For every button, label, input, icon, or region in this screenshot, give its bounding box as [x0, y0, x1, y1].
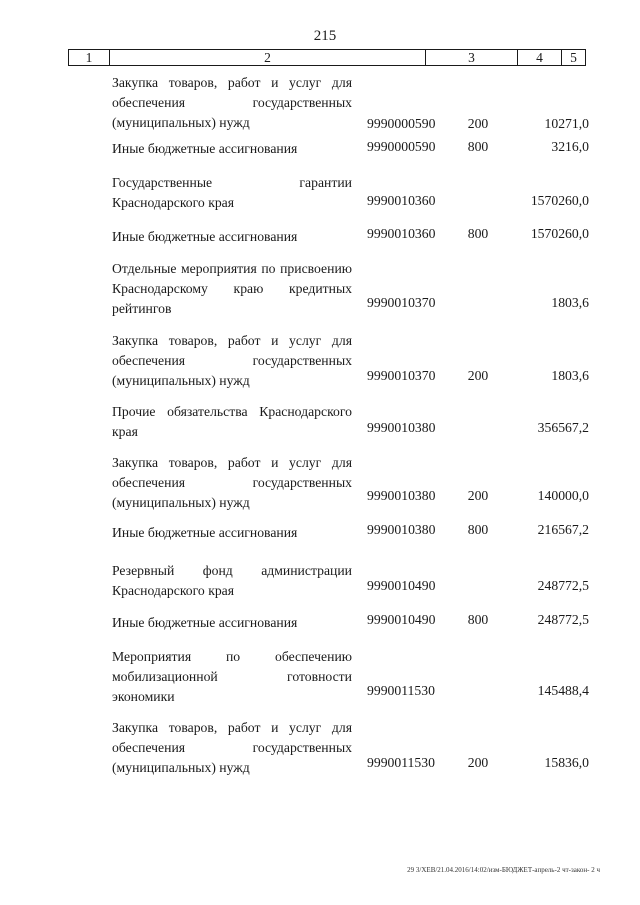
- row-amount: 248772,5: [537, 578, 589, 593]
- row-name: Отдельные мероприятия по присвоению Краснодарскому краю кредитных рейтингов: [112, 261, 352, 316]
- row-amount: 140000,0: [537, 488, 589, 503]
- row-code: 9990010360: [367, 226, 436, 241]
- row-amount: 1570260,0: [530, 226, 589, 241]
- row-name: Прочие обязательства Краснодарского края: [112, 404, 352, 439]
- row-code: 9990000590: [367, 116, 436, 131]
- row-amount: 3216,0: [551, 139, 589, 154]
- row-type: 800: [467, 139, 489, 154]
- row-code: 9990010370: [367, 368, 436, 383]
- row-code: 9990010370: [367, 295, 436, 310]
- row-type: 800: [467, 612, 489, 627]
- row-type: 200: [467, 116, 489, 131]
- row-code: 9990010490: [367, 578, 436, 593]
- row-amount: 15836,0: [544, 755, 589, 770]
- row-name: Закупка товаров, работ и услуг для обеспечения государственных (муниципальных) нужд: [112, 333, 352, 388]
- row-name: Иные бюджетные ассигнования: [112, 615, 298, 630]
- row-code: 9990010360: [367, 193, 436, 208]
- row-code: 9990011530: [367, 683, 435, 698]
- row-type: 800: [467, 522, 489, 537]
- header-col-3: 3: [425, 50, 517, 65]
- row-name: Резервный фонд администрации Краснодарского края: [112, 563, 352, 598]
- row-amount: 1570260,0: [530, 193, 589, 208]
- header-col-1: 1: [85, 50, 93, 65]
- row-name: Иные бюджетные ассигнования: [112, 229, 298, 244]
- header-col-2: 2: [109, 50, 425, 65]
- row-code: 9990011530: [367, 755, 435, 770]
- header-col-4: 4: [517, 50, 561, 65]
- row-type: 200: [467, 755, 489, 770]
- row-code: 9990010380: [367, 420, 436, 435]
- row-code: 9990000590: [367, 139, 436, 154]
- row-code: 9990010380: [367, 488, 436, 503]
- row-amount: 145488,4: [537, 683, 589, 698]
- row-name: Закупка товаров, работ и услуг для обеспечения государственных (муниципальных) нужд: [112, 455, 352, 510]
- row-name: Закупка товаров, работ и услуг для обеспечения государственных (муниципальных) нужд: [112, 75, 352, 130]
- row-type: 200: [467, 488, 489, 503]
- row-amount: 1803,6: [551, 368, 589, 383]
- row-name: Иные бюджетные ассигнования: [112, 525, 298, 540]
- page-number: 215: [313, 28, 337, 44]
- row-name: Закупка товаров, работ и услуг для обеспечения государственных (муниципальных) нужд: [112, 720, 352, 775]
- row-amount: 356567,2: [537, 420, 589, 435]
- table-header: [68, 49, 586, 66]
- row-type: 800: [467, 226, 489, 241]
- row-amount: 1803,6: [551, 295, 589, 310]
- row-amount: 248772,5: [537, 612, 589, 627]
- row-type: 200: [467, 368, 489, 383]
- row-code: 9990010490: [367, 612, 436, 627]
- row-amount: 10271,0: [544, 116, 589, 131]
- row-amount: 216567,2: [537, 522, 589, 537]
- row-name: Иные бюджетные ассигнования: [112, 141, 298, 156]
- header-col-5: 5: [561, 50, 585, 65]
- row-name: Государственные гарантии Краснодарского края: [112, 175, 352, 210]
- row-code: 9990010380: [367, 522, 436, 537]
- row-name: Мероприятия по обеспечению мобилизационной готовности экономики: [112, 649, 352, 704]
- footer-file-note: 29 3/ХЕВ/21.04.2016/14:02/изм-БЮДЖЕТ-апрель-2 чт-закон- 2 ч: [407, 866, 600, 874]
